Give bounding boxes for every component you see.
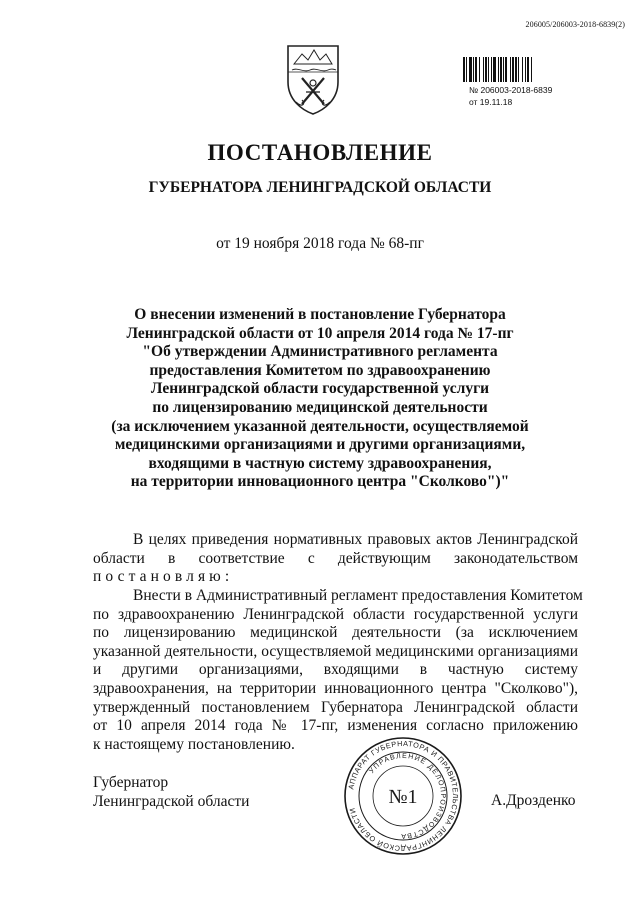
barcode-bar: [531, 57, 532, 82]
barcode-bar: [512, 57, 514, 82]
barcode-bar: [493, 57, 496, 82]
signatory-position-line: Губернатор: [93, 774, 169, 791]
official-stamp: [342, 735, 464, 857]
preamble-line: области в соответствие с действующим законодательством: [93, 549, 578, 567]
barcode-bar: [485, 57, 487, 82]
title-line: "Об утверждении Административного регламента: [142, 343, 498, 361]
operative-paragraph: [93, 587, 583, 754]
signatory-name: А.Дрозденко: [491, 792, 576, 809]
body-line: указанной деятельности, осуществляемой медицинскими организациями: [93, 642, 578, 660]
title-line: по лицензированию медицинской деятельности: [152, 398, 488, 416]
barcode-icon: [462, 57, 580, 82]
body-line: Внести в Административный регламент предоставления Комитетом: [133, 587, 583, 604]
barcode-bar: [510, 57, 511, 82]
decree-title: [0, 306, 640, 492]
barcode-bar: [500, 57, 502, 82]
barcode-bar: [491, 57, 492, 82]
stamp-number: №1: [388, 786, 418, 808]
barcode-bar: [475, 57, 477, 82]
barcode-bar: [522, 57, 523, 82]
preamble-line: В целях приведения нормативных правовых актов Ленинградской: [133, 531, 578, 548]
title-line: Ленинградской области от 10 апреля 2014 года № 17-пг: [126, 324, 514, 342]
barcode-bar: [505, 57, 507, 82]
barcode-bar: [463, 57, 465, 82]
body-line: утвержденный постановлением Губернатора Ленинградской области: [93, 698, 578, 716]
stamp-inner-text: УПРАВЛЕНИЕ ДЕЛОПРОИЗВОДСТВА: [368, 752, 447, 840]
barcode-bar: [473, 57, 474, 82]
decree-date: от 19 ноября 2018 года № 68-пг: [216, 235, 424, 252]
barcode-bar: [503, 57, 504, 82]
title-line: О внесении изменений в постановление Губернатора: [134, 306, 506, 323]
preamble-paragraph: [93, 531, 578, 587]
barcode-bar: [466, 57, 467, 82]
barcode-bar: [515, 57, 517, 82]
barcode-bar: [518, 57, 519, 82]
stamp-outer-text: АППАРАТ ГУБЕРНАТОРА И ПРАВИТЕЛЬСТВА ЛЕНИНГРАДСКОЙ ОБЛАСТИ: [346, 738, 461, 854]
barcode-bar: [498, 57, 499, 82]
barcode-bar: [527, 57, 529, 82]
body-line: к настоящему постановлению.: [93, 735, 295, 753]
title-line: предоставления Комитетом по здравоохранению: [149, 361, 491, 379]
barcode-bar: [479, 57, 480, 82]
title-line: Ленинградской области государственной услуги: [150, 380, 490, 398]
body-line: по лицензированию медицинской деятельности (за исключением: [93, 624, 578, 642]
body-line: от 10 апреля 2014 года № 17-пг, изменения согласно приложению: [93, 717, 578, 735]
body-line: по здравоохранению Ленинградской области государственной услуги: [93, 605, 578, 623]
body-line: здравоохранения, на территории инновационного центра "Сколково"),: [93, 679, 578, 697]
barcode-bar: [469, 57, 472, 82]
title-line: (за исключением указанной деятельности, осуществляемой: [111, 417, 529, 435]
title-line: медицинскими организациями и другими организациями,: [114, 436, 526, 454]
document-subheading: ГУБЕРНАТОРА ЛЕНИНГРАДСКОЙ ОБЛАСТИ: [148, 179, 492, 196]
registration-date: от 19.11.18: [469, 97, 513, 107]
title-line: на территории инновационного центра "Сколково")": [130, 473, 510, 491]
signatory-position: [93, 774, 249, 811]
barcode-bar: [488, 57, 489, 82]
signatory-position-line: Ленинградской области: [93, 792, 250, 810]
barcode-bar: [483, 57, 484, 82]
body-line: и другими организациями, входящими в частную систему: [93, 661, 578, 679]
document-heading: ПОСТАНОВЛЕНИЕ: [207, 140, 433, 165]
document-reference-number: 206005/206003-2018-6839(2): [525, 20, 625, 29]
resolve-word: постановляю:: [93, 568, 234, 586]
coat-of-arms-icon: [284, 42, 342, 116]
barcode-bar: [525, 57, 526, 82]
title-line: входящими в частную систему здравоохранения,: [148, 454, 492, 472]
registration-number: № 206003-2018-6839: [469, 85, 553, 95]
